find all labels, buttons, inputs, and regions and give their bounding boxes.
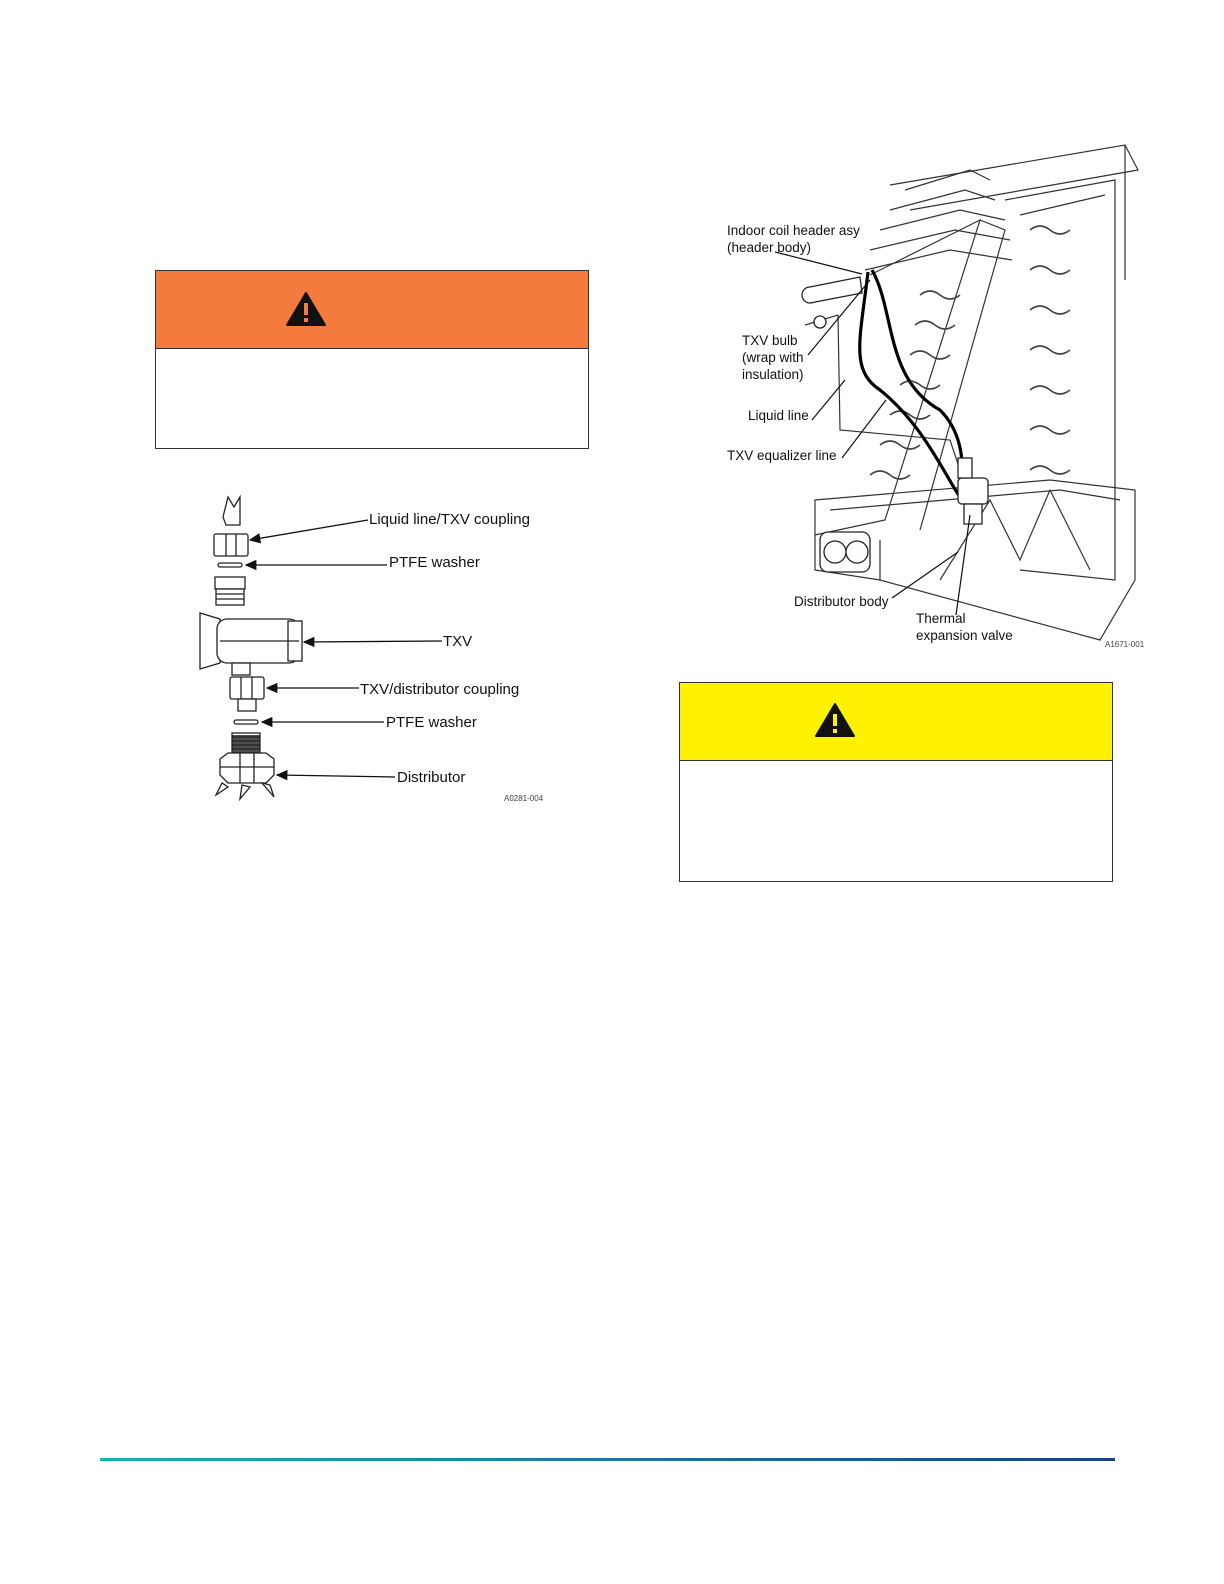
label-txv-distributor-coupling: TXV/distributor coupling bbox=[360, 681, 520, 698]
indoor-coil-drawing bbox=[720, 140, 1150, 655]
caution-header-bar bbox=[680, 683, 1112, 761]
label-valve-line1: Thermal bbox=[916, 611, 966, 626]
warning-triangle-icon bbox=[814, 702, 856, 738]
warning-callout bbox=[155, 270, 589, 449]
figure-indoor-coil bbox=[720, 140, 1150, 655]
warning-header-bar bbox=[156, 271, 588, 349]
figure-code: A1671-001 bbox=[1105, 640, 1145, 649]
label-valve-line2: expansion valve bbox=[916, 628, 1013, 643]
label-liquid-line-txv-coupling: Liquid line/TXV coupling bbox=[369, 511, 530, 528]
label-bulb-line3: insulation) bbox=[742, 367, 804, 382]
label-header-line1: Indoor coil header asy bbox=[727, 223, 860, 238]
label-header-line2: (header body) bbox=[727, 240, 812, 255]
label-ptfe-washer-top: PTFE washer bbox=[389, 554, 480, 571]
label-txv: TXV bbox=[443, 633, 473, 650]
label-bulb-line1: TXV bulb bbox=[742, 333, 798, 348]
figure-txv-exploded bbox=[190, 495, 570, 815]
label-distributor-body: Distributor body bbox=[794, 594, 889, 609]
caution-callout bbox=[679, 682, 1113, 882]
warning-triangle-icon bbox=[285, 291, 327, 327]
txv-assembly-drawing bbox=[190, 495, 570, 815]
label-equalizer-line: TXV equalizer line bbox=[727, 448, 837, 463]
label-liquid-line: Liquid line bbox=[748, 408, 809, 423]
footer-rule bbox=[100, 1458, 1115, 1461]
label-distributor: Distributor bbox=[397, 769, 466, 786]
label-ptfe-washer-bottom: PTFE washer bbox=[386, 714, 477, 731]
figure-code: A0281-004 bbox=[504, 794, 544, 803]
label-bulb-line2: (wrap with bbox=[742, 350, 804, 365]
